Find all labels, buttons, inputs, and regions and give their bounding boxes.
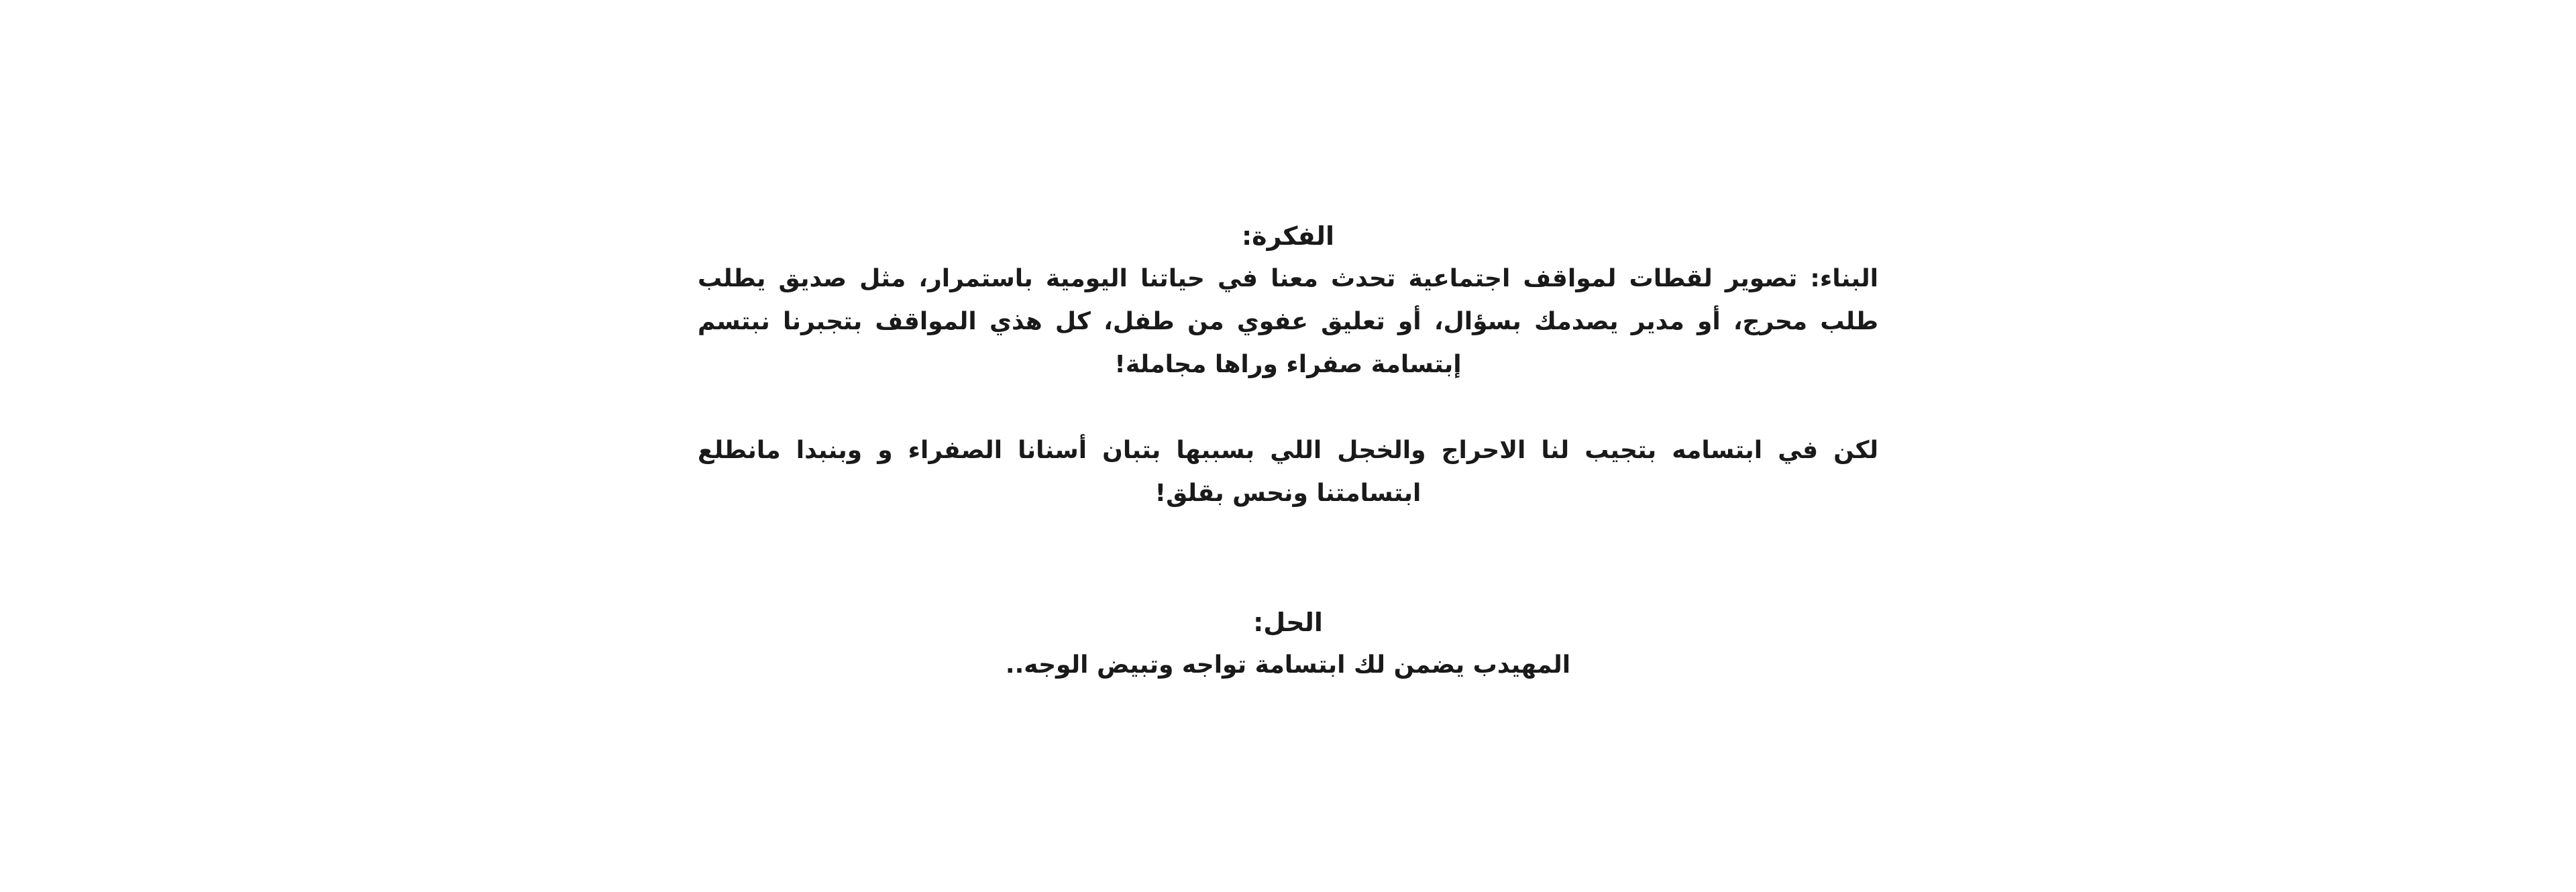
- document-body: [698, 215, 1878, 687]
- idea-heading: الفكرة:: [1241, 221, 1334, 251]
- paragraph-spacer: [698, 386, 1878, 429]
- solution-heading: الحل:: [1253, 608, 1323, 637]
- solution-text: المهيدب يضمن لك ابتسامة تواجه وتبيض الوجه..: [1005, 651, 1571, 679]
- problem-paragraph: لكن في ابتسامه بتجيب لنا الاحراج والخجل اللي بسببها بتبان أسنانا الصفراء و وبنبدا مانطلع ابتسامتنا ونحس بقلق!: [698, 437, 1878, 507]
- build-paragraph: البناء: تصوير لقطات لمواقف اجتماعية تحدث معنا في حياتنا اليومية باستمرار، مثل صديق يطلب طلب محرج، أو مدير يصدمك بسؤال، أو تعليق عفوي من طفل، كل هذي المواقف بتجبرنا نبتسم إبتسامة صفراء وراها مجاملة!: [698, 265, 1878, 378]
- section-spacer: [698, 515, 1878, 601]
